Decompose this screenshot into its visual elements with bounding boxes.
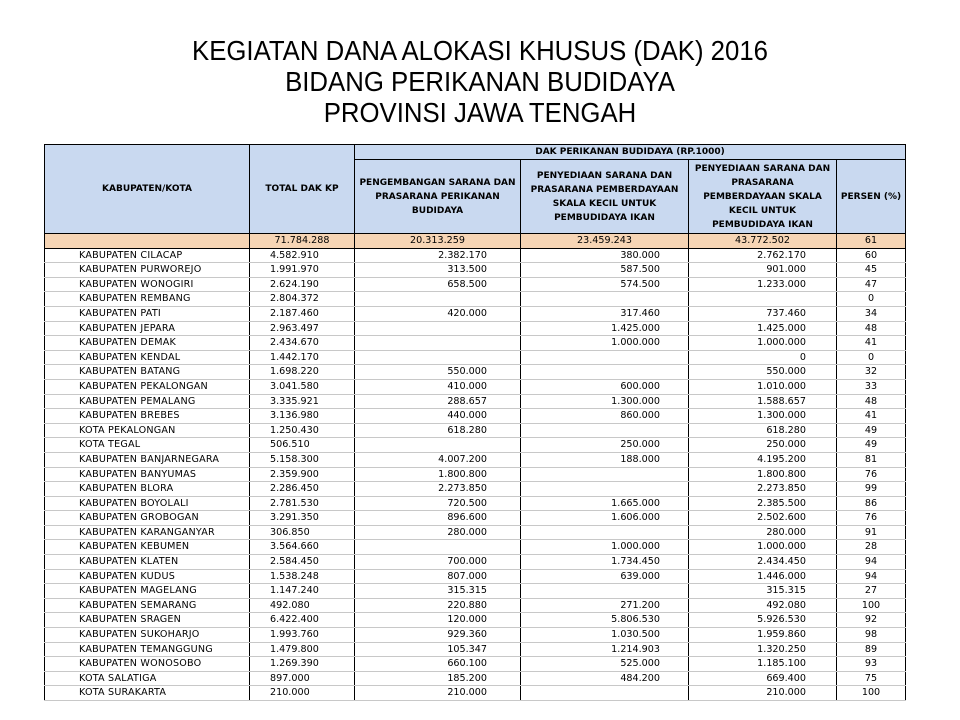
cell-name: KOTA PEKALONGAN [45, 423, 250, 438]
cell-total: 3.291.350 [250, 511, 355, 526]
cell-c2 [521, 467, 689, 482]
cell-name: KABUPATEN BANYUMAS [45, 467, 250, 482]
table-row [45, 350, 906, 365]
cell-pct: 75 [837, 671, 906, 686]
cell-total: 2.286.450 [250, 482, 355, 497]
table-row [45, 248, 906, 263]
cell-c2: 1.606.000 [521, 511, 689, 526]
total-total: 71.784.288 [250, 234, 355, 249]
table-row [45, 613, 906, 628]
cell-c2: 600.000 [521, 379, 689, 394]
cell-total: 4.582.910 [250, 248, 355, 263]
cell-c2: 587.500 [521, 263, 689, 278]
cell-pct: 0 [837, 350, 906, 365]
cell-name: KOTA TEGAL [45, 438, 250, 453]
cell-c1 [355, 350, 521, 365]
cell-pct: 81 [837, 452, 906, 467]
cell-c2: 1.425.000 [521, 321, 689, 336]
header-group: DAK PERIKANAN BUDIDAYA (RP.1000) [355, 145, 906, 160]
table-row [45, 511, 906, 526]
cell-c1: 660.100 [355, 657, 521, 672]
cell-c1: 700.000 [355, 555, 521, 570]
table-row [45, 336, 906, 351]
cell-pct: 94 [837, 569, 906, 584]
cell-c2: 1.300.000 [521, 394, 689, 409]
cell-pct: 49 [837, 438, 906, 453]
cell-pct: 33 [837, 379, 906, 394]
table-row [45, 642, 906, 657]
cell-c1: 807.000 [355, 569, 521, 584]
cell-total: 1.250.430 [250, 423, 355, 438]
cell-c3: 1.588.657 [689, 394, 837, 409]
cell-total: 2.359.900 [250, 467, 355, 482]
cell-name: KABUPATEN BATANG [45, 365, 250, 380]
cell-c1: 288.657 [355, 394, 521, 409]
cell-c2: 1.000.000 [521, 540, 689, 555]
cell-c1: 315.315 [355, 584, 521, 599]
cell-c2: 250.000 [521, 438, 689, 453]
cell-c3: 1.000.000 [689, 540, 837, 555]
cell-name: KABUPATEN REMBANG [45, 292, 250, 307]
cell-pct: 93 [837, 657, 906, 672]
cell-c1: 420.000 [355, 306, 521, 321]
cell-total: 1.698.220 [250, 365, 355, 380]
table-row [45, 292, 906, 307]
table-row [45, 306, 906, 321]
cell-total: 5.158.300 [250, 452, 355, 467]
table-row [45, 467, 906, 482]
cell-c1: 410.000 [355, 379, 521, 394]
header-col1: PENGEMBANGAN SARANA DAN PRASARANA PERIKANAN BUDIDAYA [355, 160, 521, 234]
cell-c3: 5.926.530 [689, 613, 837, 628]
cell-name: KABUPATEN SEMARANG [45, 598, 250, 613]
cell-total: 3.041.580 [250, 379, 355, 394]
cell-c2 [521, 350, 689, 365]
cell-c2 [521, 292, 689, 307]
cell-c1: 4.007.200 [355, 452, 521, 467]
title-line-2: BIDANG PERIKANAN BUDIDAYA [285, 66, 675, 97]
cell-total: 1.479.800 [250, 642, 355, 657]
cell-name: KABUPATEN KARANGANYAR [45, 525, 250, 540]
cell-c1: 550.000 [355, 365, 521, 380]
cell-pct: 47 [837, 277, 906, 292]
cell-total: 1.269.390 [250, 657, 355, 672]
total-c1: 20.313.259 [355, 234, 521, 249]
dak-table [44, 144, 906, 701]
total-pct: 61 [837, 234, 906, 249]
cell-pct: 94 [837, 555, 906, 570]
cell-pct: 48 [837, 321, 906, 336]
cell-c1: 185.200 [355, 671, 521, 686]
table-row [45, 496, 906, 511]
cell-pct: 45 [837, 263, 906, 278]
cell-name: KABUPATEN BOYOLALI [45, 496, 250, 511]
table-row [45, 438, 906, 453]
cell-pct: 100 [837, 598, 906, 613]
cell-c2: 317.460 [521, 306, 689, 321]
title-line-3: PROVINSI JAWA TENGAH [323, 97, 637, 128]
cell-total: 306.850 [250, 525, 355, 540]
cell-pct: 0 [837, 292, 906, 307]
cell-c2: 1.734.450 [521, 555, 689, 570]
cell-name: KOTA SALATIGA [45, 671, 250, 686]
cell-total: 897.000 [250, 671, 355, 686]
cell-pct: 86 [837, 496, 906, 511]
cell-name: KABUPATEN KENDAL [45, 350, 250, 365]
cell-c2 [521, 584, 689, 599]
cell-name: KABUPATEN KUDUS [45, 569, 250, 584]
total-c3: 43.772.502 [689, 234, 837, 249]
cell-pct: 41 [837, 336, 906, 351]
cell-name: KABUPATEN WONOGIRI [45, 277, 250, 292]
cell-c3: 210.000 [689, 686, 837, 701]
table-row [45, 598, 906, 613]
cell-c1: 313.500 [355, 263, 521, 278]
cell-c3: 1.010.000 [689, 379, 837, 394]
cell-c2: 484.200 [521, 671, 689, 686]
cell-c1: 896.600 [355, 511, 521, 526]
cell-c2 [521, 686, 689, 701]
cell-name: KABUPATEN DEMAK [45, 336, 250, 351]
table-row [45, 686, 906, 701]
cell-pct: 60 [837, 248, 906, 263]
table-row [45, 379, 906, 394]
table-body [45, 234, 906, 701]
cell-c2: 1.214.903 [521, 642, 689, 657]
cell-c3 [689, 292, 837, 307]
cell-c3: 550.000 [689, 365, 837, 380]
title-line-1: KEGIATAN DANA ALOKASI KHUSUS (DAK) 2016 [192, 35, 768, 66]
cell-c1: 440.000 [355, 409, 521, 424]
cell-total: 3.136.980 [250, 409, 355, 424]
cell-name: KABUPATEN PURWOREJO [45, 263, 250, 278]
table-row [45, 263, 906, 278]
slide-title [38, 35, 921, 128]
cell-c2 [521, 482, 689, 497]
cell-name: KABUPATEN JEPARA [45, 321, 250, 336]
cell-pct: 99 [837, 482, 906, 497]
cell-name: KABUPATEN PEMALANG [45, 394, 250, 409]
cell-total: 2.781.530 [250, 496, 355, 511]
table-row [45, 671, 906, 686]
cell-c3: 2.762.170 [689, 248, 837, 263]
cell-total: 1.442.170 [250, 350, 355, 365]
cell-pct: 98 [837, 628, 906, 643]
cell-name: KOTA SURAKARTA [45, 686, 250, 701]
cell-name: KABUPATEN WONOSOBO [45, 657, 250, 672]
table-header [45, 145, 906, 234]
cell-c3: 1.000.000 [689, 336, 837, 351]
cell-c3: 1.185.100 [689, 657, 837, 672]
cell-name: KABUPATEN BANJARNEGARA [45, 452, 250, 467]
table-row [45, 452, 906, 467]
cell-name: KABUPATEN SUKOHARJO [45, 628, 250, 643]
cell-c1: 280.000 [355, 525, 521, 540]
cell-c3: 901.000 [689, 263, 837, 278]
cell-c3: 0 [689, 350, 837, 365]
cell-c3: 2.434.450 [689, 555, 837, 570]
cell-c1: 658.500 [355, 277, 521, 292]
cell-name: KABUPATEN BLORA [45, 482, 250, 497]
table-row [45, 423, 906, 438]
cell-name: KABUPATEN KEBUMEN [45, 540, 250, 555]
cell-pct: 34 [837, 306, 906, 321]
cell-c2: 860.000 [521, 409, 689, 424]
cell-name: KABUPATEN CILACAP [45, 248, 250, 263]
table-row [45, 540, 906, 555]
cell-total: 506.510 [250, 438, 355, 453]
table-row [45, 365, 906, 380]
cell-pct: 91 [837, 525, 906, 540]
table-row [45, 628, 906, 643]
total-row [45, 234, 906, 249]
cell-c1: 618.280 [355, 423, 521, 438]
cell-total: 210.000 [250, 686, 355, 701]
table-row [45, 394, 906, 409]
cell-total: 2.187.460 [250, 306, 355, 321]
cell-total: 2.584.450 [250, 555, 355, 570]
table-row [45, 525, 906, 540]
total-c2: 23.459.243 [521, 234, 689, 249]
cell-c3: 2.273.850 [689, 482, 837, 497]
cell-total: 1.991.970 [250, 263, 355, 278]
header-col2: PENYEDIAAN SARANA DAN PRASARANA PEMBERDAYAAN SKALA KECIL UNTUK PEMBUDIDAYA IKAN [521, 160, 689, 234]
cell-c2: 525.000 [521, 657, 689, 672]
cell-name: KABUPATEN TEMANGGUNG [45, 642, 250, 657]
cell-c2: 188.000 [521, 452, 689, 467]
cell-total: 6.422.400 [250, 613, 355, 628]
cell-c2: 271.200 [521, 598, 689, 613]
cell-c2: 574.500 [521, 277, 689, 292]
cell-total: 3.564.660 [250, 540, 355, 555]
table-row [45, 321, 906, 336]
cell-c1: 2.382.170 [355, 248, 521, 263]
cell-total: 1.147.240 [250, 584, 355, 599]
header-total: TOTAL DAK KP [250, 145, 355, 234]
cell-c1: 720.500 [355, 496, 521, 511]
cell-c2: 1.665.000 [521, 496, 689, 511]
cell-total: 1.993.760 [250, 628, 355, 643]
cell-c3: 2.502.600 [689, 511, 837, 526]
cell-name: KABUPATEN PEKALONGAN [45, 379, 250, 394]
cell-c2: 1.030.500 [521, 628, 689, 643]
cell-c3: 1.959.860 [689, 628, 837, 643]
table-row [45, 657, 906, 672]
header-kabupaten: KABUPATEN/KOTA [45, 145, 250, 234]
cell-name: KABUPATEN GROBOGAN [45, 511, 250, 526]
cell-pct: 48 [837, 394, 906, 409]
cell-c3: 1.425.000 [689, 321, 837, 336]
cell-total: 2.434.670 [250, 336, 355, 351]
cell-pct: 28 [837, 540, 906, 555]
cell-c3: 1.300.000 [689, 409, 837, 424]
cell-name: KABUPATEN MAGELANG [45, 584, 250, 599]
cell-total: 2.624.190 [250, 277, 355, 292]
cell-pct: 76 [837, 511, 906, 526]
cell-name: KABUPATEN PATI [45, 306, 250, 321]
cell-c1: 120.000 [355, 613, 521, 628]
cell-pct: 41 [837, 409, 906, 424]
cell-name: KABUPATEN SRAGEN [45, 613, 250, 628]
cell-c3: 737.460 [689, 306, 837, 321]
cell-total: 492.080 [250, 598, 355, 613]
cell-pct: 32 [837, 365, 906, 380]
table-row [45, 277, 906, 292]
cell-c2: 639.000 [521, 569, 689, 584]
cell-name: KABUPATEN BREBES [45, 409, 250, 424]
cell-c1: 929.360 [355, 628, 521, 643]
cell-c2 [521, 365, 689, 380]
cell-c1: 220.880 [355, 598, 521, 613]
cell-c3: 280.000 [689, 525, 837, 540]
cell-c1: 2.273.850 [355, 482, 521, 497]
cell-c3: 669.400 [689, 671, 837, 686]
cell-c2: 5.806.530 [521, 613, 689, 628]
cell-pct: 27 [837, 584, 906, 599]
cell-pct: 100 [837, 686, 906, 701]
cell-pct: 76 [837, 467, 906, 482]
cell-pct: 92 [837, 613, 906, 628]
cell-total: 3.335.921 [250, 394, 355, 409]
cell-c1 [355, 292, 521, 307]
cell-c1 [355, 321, 521, 336]
cell-c1 [355, 438, 521, 453]
cell-c1: 1.800.800 [355, 467, 521, 482]
cell-c3: 1.800.800 [689, 467, 837, 482]
cell-total: 2.963.497 [250, 321, 355, 336]
header-persen: PERSEN (%) [837, 160, 906, 234]
total-name [45, 234, 250, 249]
cell-c1: 210.000 [355, 686, 521, 701]
cell-c1: 105.347 [355, 642, 521, 657]
cell-total: 1.538.248 [250, 569, 355, 584]
cell-pct: 89 [837, 642, 906, 657]
cell-c3: 1.320.250 [689, 642, 837, 657]
cell-c3: 2.385.500 [689, 496, 837, 511]
table-row [45, 409, 906, 424]
table-row [45, 569, 906, 584]
cell-c2 [521, 423, 689, 438]
cell-total: 2.804.372 [250, 292, 355, 307]
cell-c1 [355, 336, 521, 351]
cell-c3: 1.233.000 [689, 277, 837, 292]
cell-pct: 49 [837, 423, 906, 438]
cell-c2: 380.000 [521, 248, 689, 263]
cell-c3: 250.000 [689, 438, 837, 453]
cell-c3: 492.080 [689, 598, 837, 613]
header-col3: PENYEDIAAN SARANA DAN PRASARANA PEMBERDAYAAN SKALA KECIL UNTUK PEMBUDIDAYA IKAN [689, 160, 837, 234]
cell-c3: 618.280 [689, 423, 837, 438]
cell-c1 [355, 540, 521, 555]
table-row [45, 584, 906, 599]
cell-c2: 1.000.000 [521, 336, 689, 351]
table-row [45, 555, 906, 570]
cell-c3: 4.195.200 [689, 452, 837, 467]
cell-c3: 1.446.000 [689, 569, 837, 584]
cell-c2 [521, 525, 689, 540]
cell-c3: 315.315 [689, 584, 837, 599]
cell-name: KABUPATEN KLATEN [45, 555, 250, 570]
table-row [45, 482, 906, 497]
